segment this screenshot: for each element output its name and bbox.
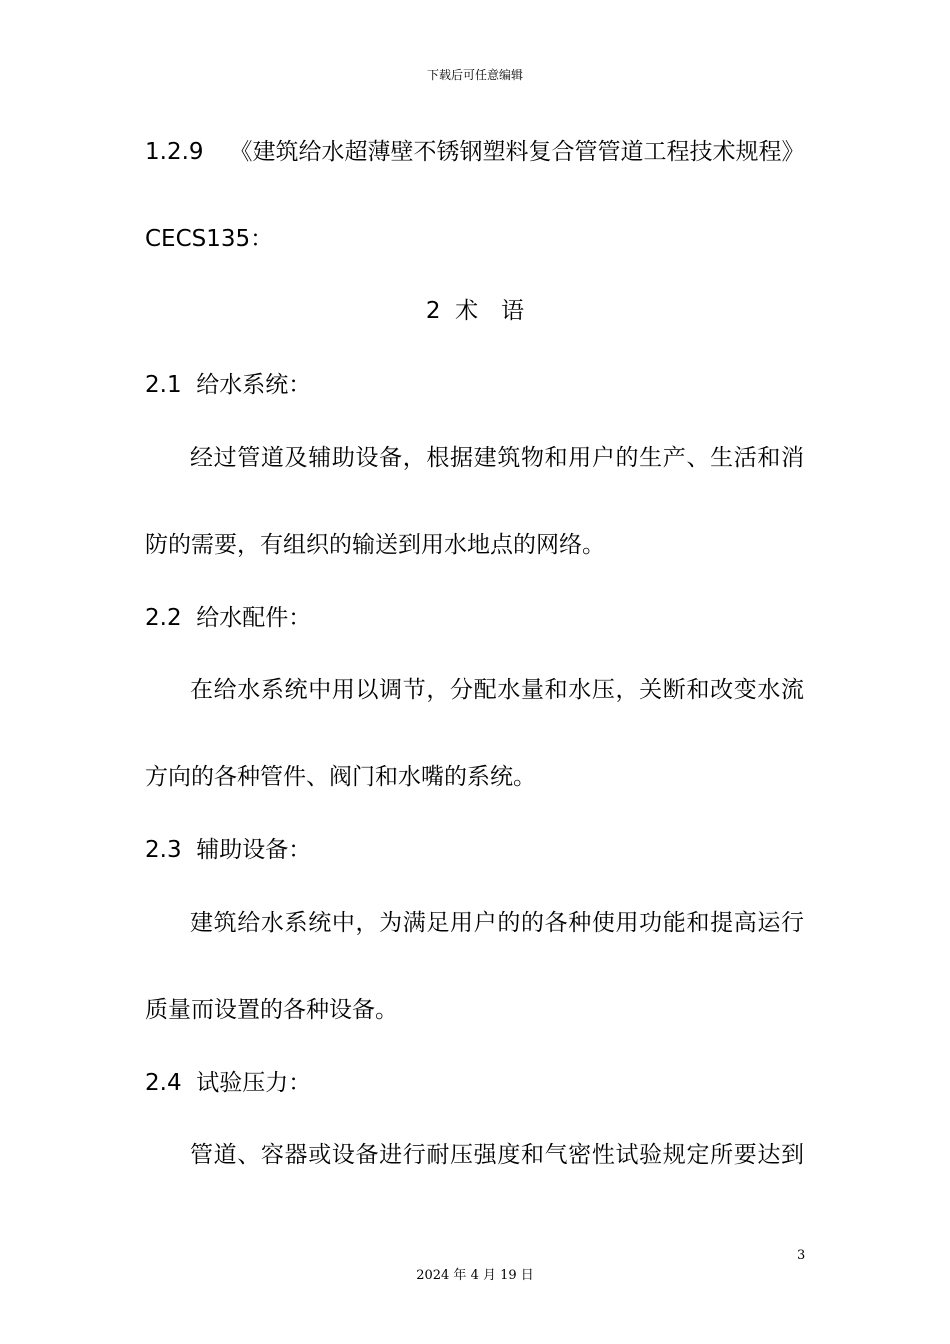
page-header: 下载后可任意编辑 xyxy=(426,68,523,82)
section-heading-2-2 xyxy=(145,603,311,633)
page-number: 3 xyxy=(797,1248,806,1263)
section-heading-2-3 xyxy=(145,835,311,865)
section-term: 试验压力： xyxy=(196,1070,312,1096)
section-number: 2.4 xyxy=(145,1070,182,1096)
section-number: 2.3 xyxy=(145,837,182,863)
paragraph-line: 方向的各种管件、阀门和水嘴的系统。 xyxy=(145,764,536,790)
page-footer-date: 2024 年 4 月 19 日 xyxy=(416,1268,534,1283)
paragraph-text: 经过管道及辅助设备，根据建筑物和用户的生产、生活和消 xyxy=(190,445,804,471)
section-term: 给水系统： xyxy=(196,372,312,398)
paragraph-line: 质量而设置的各种设备。 xyxy=(145,997,398,1023)
paragraph-line xyxy=(190,908,804,938)
reference-number: 1.2.9 xyxy=(145,139,204,165)
paragraph-text: 建筑给水系统中，为满足用户的的各种使用功能和提高运行 xyxy=(190,910,804,936)
section-heading-2-4 xyxy=(145,1068,311,1098)
chapter-heading xyxy=(0,296,950,326)
paragraph-line xyxy=(190,675,804,705)
section-number: 2.1 xyxy=(145,372,182,398)
chapter-number: 2 xyxy=(425,298,441,324)
paragraph-line: 防的需要，有组织的输送到用水地点的网络。 xyxy=(145,532,605,558)
section-number: 2.2 xyxy=(145,605,182,631)
reference-item-1-2-9 xyxy=(145,137,805,167)
reference-title: 《建筑给水超薄壁不锈钢塑料复合管管道工程技术规程》 xyxy=(229,139,805,165)
paragraph-line xyxy=(190,443,804,473)
paragraph-text: 管道、容器或设备进行耐压强度和气密性试验规定所要达到 xyxy=(190,1142,804,1168)
reference-code: CECS135： xyxy=(145,226,274,252)
section-term: 给水配件： xyxy=(196,605,312,631)
section-heading-2-1 xyxy=(145,370,311,400)
chapter-title: 术 语 xyxy=(455,298,525,324)
section-term: 辅助设备： xyxy=(196,837,312,863)
paragraph-line xyxy=(190,1140,804,1170)
paragraph-text: 在给水系统中用以调节，分配水量和水压，关断和改变水流 xyxy=(190,677,804,703)
